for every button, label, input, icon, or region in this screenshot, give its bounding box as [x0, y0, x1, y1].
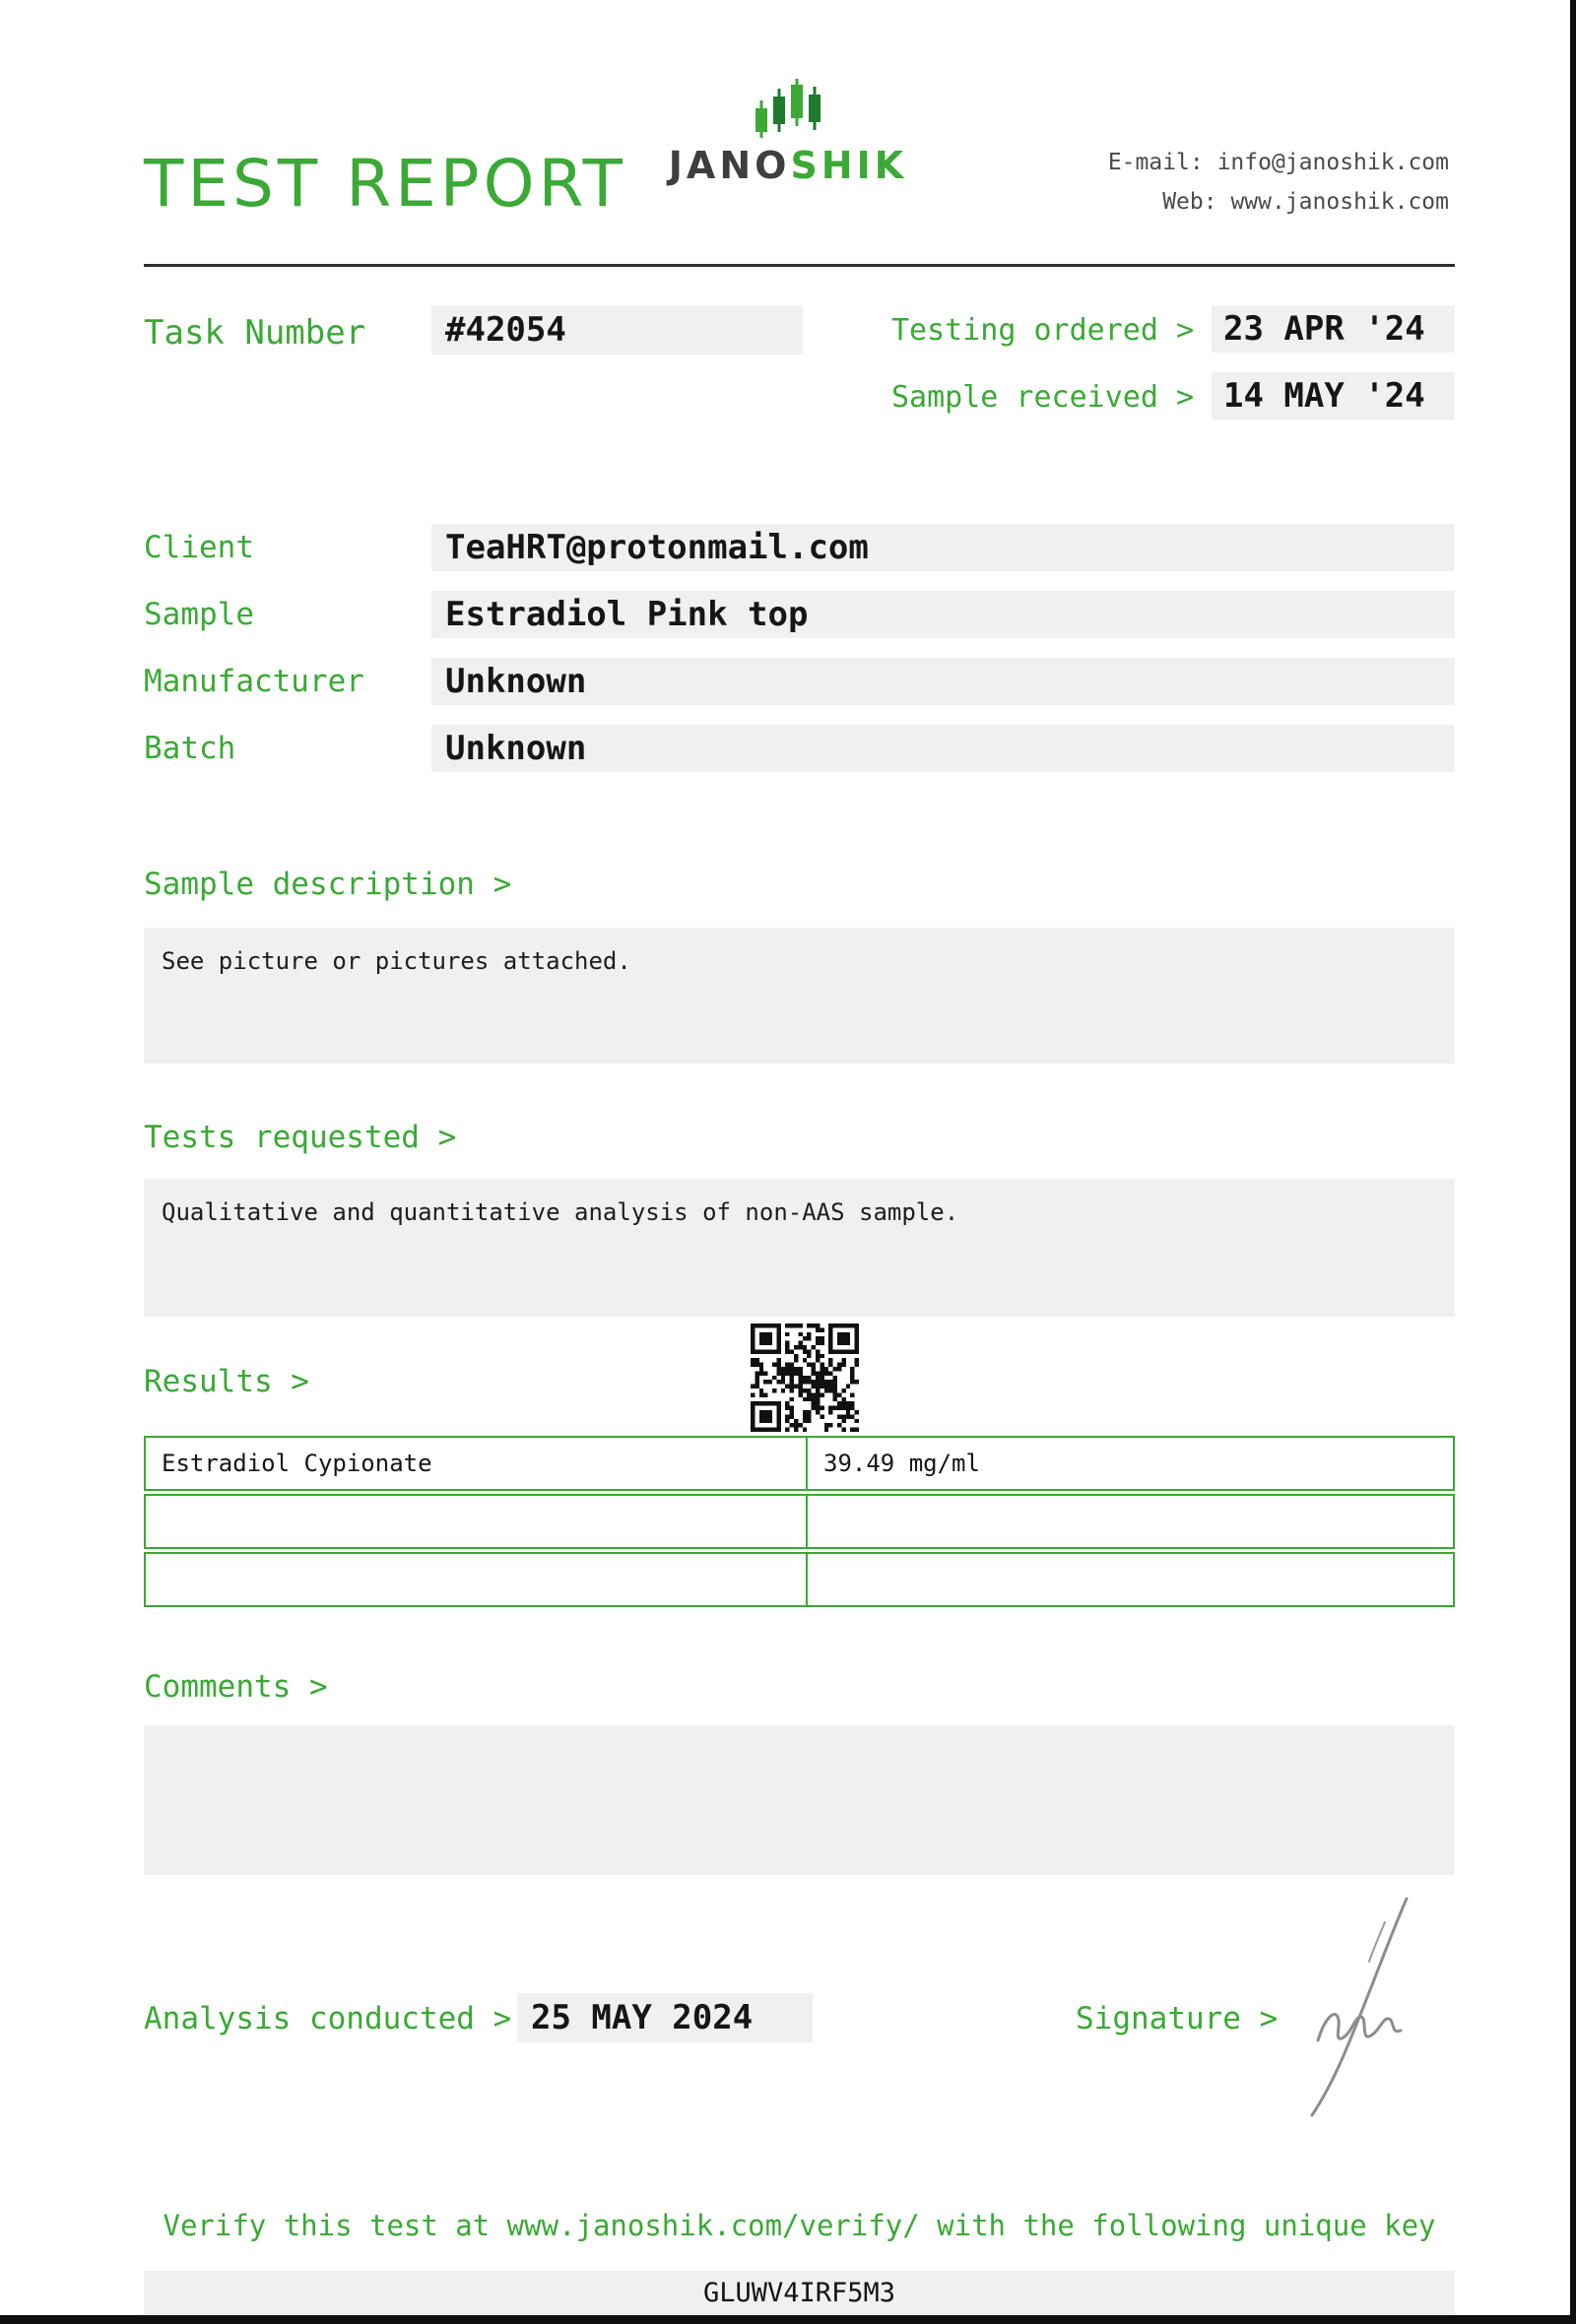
- header-divider: [144, 264, 1455, 267]
- results-label: Results >: [144, 1364, 309, 1399]
- client-label: Client: [144, 530, 254, 565]
- janoshik-logo: [650, 77, 926, 187]
- table-row: [144, 1552, 1455, 1607]
- comments-label: Comments >: [144, 1669, 328, 1705]
- manufacturer-value: Unknown: [431, 658, 1455, 705]
- batch-value: Unknown: [431, 725, 1455, 772]
- batch-label: Batch: [144, 731, 236, 766]
- qr-code: [751, 1323, 859, 1432]
- analysis-conducted-value: 25 MAY 2024: [517, 1993, 813, 2042]
- sample-description-label: Sample description >: [144, 867, 512, 902]
- signature-image: [1290, 1893, 1438, 2121]
- results-table: [144, 1436, 1455, 1610]
- tests-requested-box: [144, 1179, 1455, 1317]
- contact-info: [1108, 143, 1449, 222]
- analysis-conducted-label: Analysis conducted >: [144, 2001, 512, 2036]
- contact-web: Web: www.janoshik.com: [1162, 189, 1449, 215]
- sample-description-box: [144, 928, 1455, 1064]
- sample-received-value: 14 MAY '24: [1212, 372, 1455, 420]
- verify-text: Verify this test at www.janoshik.com/verify/ with the following unique key: [163, 2209, 1436, 2242]
- testing-ordered-label: Testing ordered >: [891, 313, 1195, 348]
- signature-label: Signature >: [1076, 2001, 1279, 2036]
- logo-wordmark: [650, 144, 926, 187]
- contact-email: E-mail: info@janoshik.com: [1107, 150, 1449, 175]
- result-substance: [146, 1554, 808, 1605]
- task-number-label: Task Number: [144, 313, 366, 353]
- table-row: [144, 1494, 1455, 1549]
- sample-label: Sample: [144, 597, 254, 632]
- sample-description-text: See picture or pictures attached.: [162, 947, 631, 975]
- result-amount: [808, 1496, 1453, 1547]
- result-substance: Estradiol Cypionate: [146, 1438, 808, 1489]
- sample-received-label: Sample received >: [891, 380, 1195, 415]
- result-amount: 39.49 mg/ml: [823, 1450, 980, 1477]
- logo-part-shik: SHIK: [790, 144, 908, 187]
- comments-box: [144, 1725, 1455, 1875]
- chart-logo-icon: [650, 77, 926, 142]
- tests-requested-text: Qualitative and quantitative analysis of non-AAS sample.: [162, 1198, 959, 1226]
- manufacturer-label: Manufacturer: [144, 664, 364, 699]
- result-amount: [808, 1554, 1453, 1605]
- page-title: TEST REPORT: [144, 146, 626, 222]
- client-value: TeaHRT@protonmail.com: [431, 524, 1455, 571]
- testing-ordered-value: 23 APR '24: [1212, 305, 1455, 353]
- unique-key-value: GLUWV4IRF5M3: [144, 2271, 1455, 2316]
- sample-value: Estradiol Pink top: [431, 591, 1455, 638]
- result-substance: [146, 1496, 808, 1547]
- task-number-value: #42054: [431, 305, 803, 355]
- logo-part-jano: JANO: [668, 144, 791, 187]
- tests-requested-label: Tests requested >: [144, 1120, 457, 1155]
- table-row: [144, 1436, 1455, 1491]
